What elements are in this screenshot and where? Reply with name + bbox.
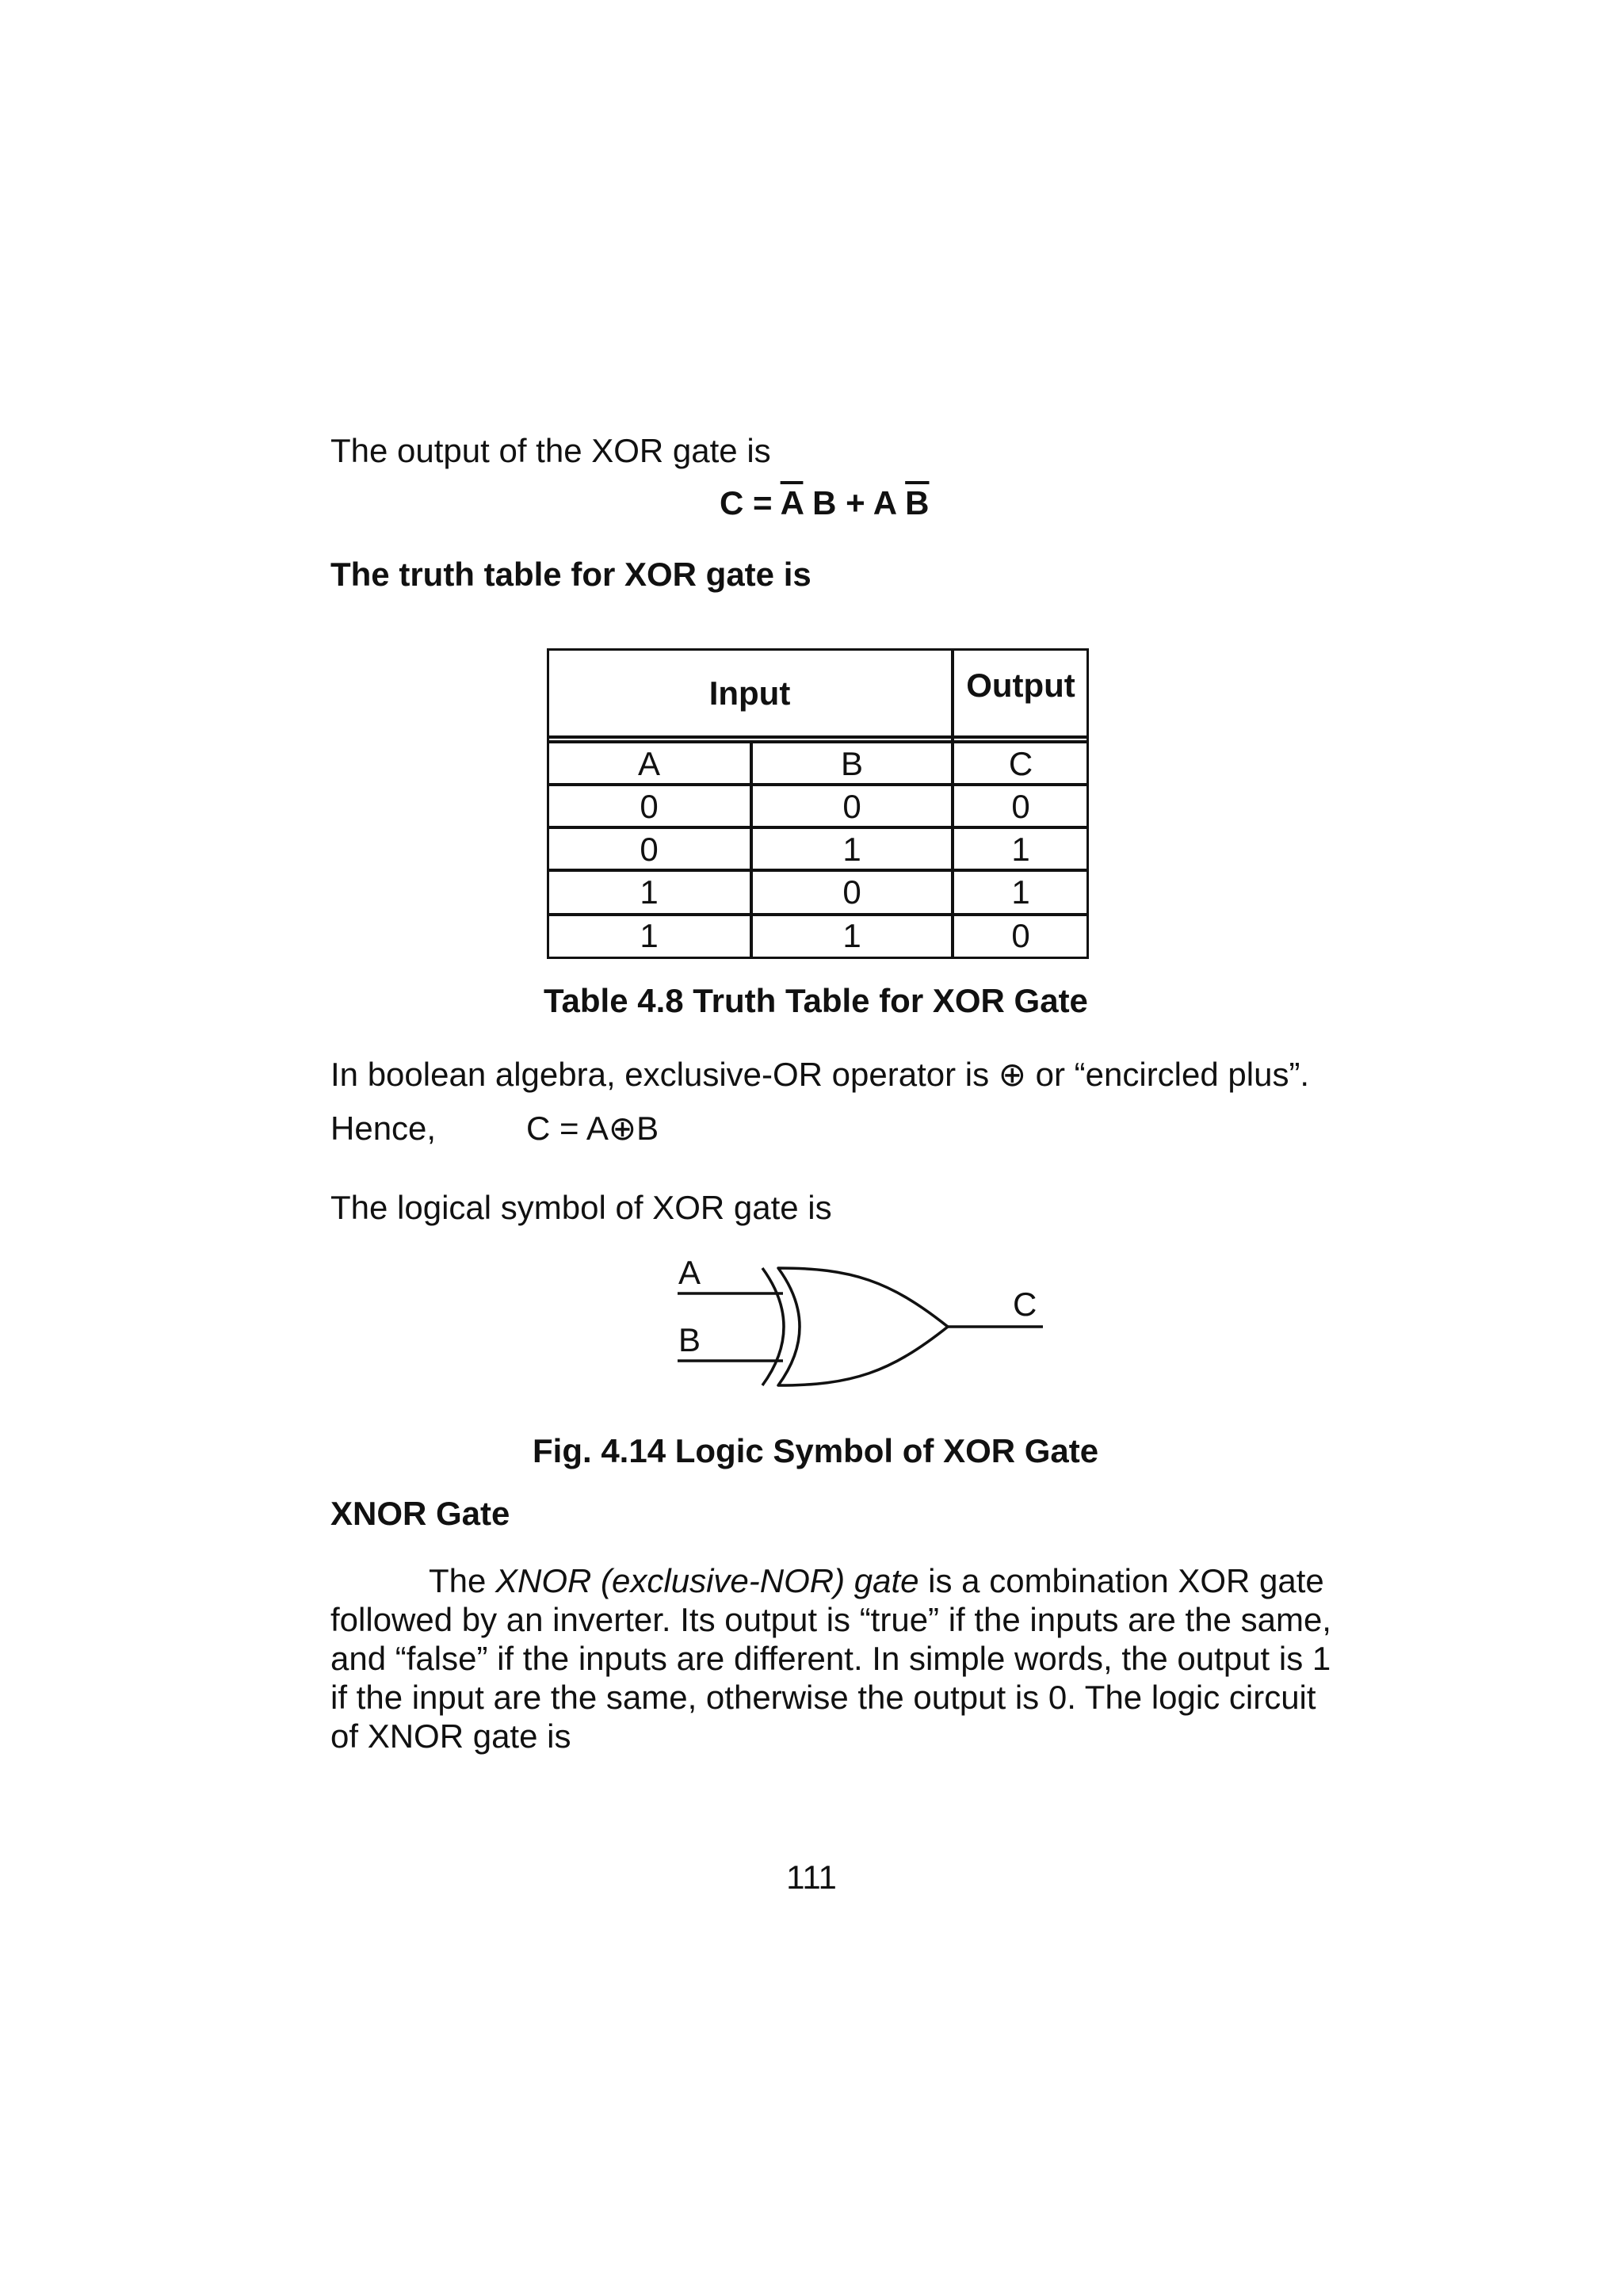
- table-cell: 0: [640, 831, 659, 868]
- table-caption: Table 4.8 Truth Table for XOR Gate: [544, 982, 1088, 1019]
- xor-gate-symbol: [666, 1252, 1062, 1411]
- table-cell: 1: [1011, 831, 1030, 868]
- column-label-c: C: [1008, 745, 1033, 782]
- table-cell: 0: [640, 788, 659, 825]
- table-rule: [547, 783, 1089, 786]
- paragraph-line: [330, 1561, 1324, 1600]
- figure-caption: Fig. 4.14 Logic Symbol of XOR Gate: [533, 1432, 1099, 1469]
- table-rule: [547, 869, 1089, 872]
- header-output: Output: [966, 667, 1075, 704]
- xnor-heading: XNOR Gate: [330, 1495, 510, 1532]
- page-number: 111: [786, 1859, 837, 1896]
- table-rule: [547, 826, 1089, 829]
- table-cell: 0: [1011, 917, 1030, 954]
- a-complement: $\overline{A}$: [780, 484, 804, 521]
- truth-table: [547, 648, 1089, 959]
- or-gate-body: [778, 1268, 948, 1385]
- table-cell: 0: [842, 788, 861, 825]
- text-run: The: [429, 1562, 496, 1599]
- table-rule: [547, 735, 1089, 739]
- table-cell: 1: [640, 873, 659, 911]
- intro-text: The output of the XOR gate is: [330, 432, 771, 469]
- table-rule: [547, 740, 1089, 743]
- equation-mid: B + A: [803, 484, 906, 521]
- hence-label: Hence,: [330, 1110, 437, 1147]
- table-cell: 1: [842, 917, 861, 954]
- table-cell: 1: [1011, 873, 1030, 911]
- gate-label-b: B: [678, 1321, 701, 1358]
- xnor-paragraph: [330, 1561, 1331, 1755]
- column-label-a: A: [637, 745, 660, 782]
- table-rule: [547, 913, 1089, 916]
- column-label-b: B: [840, 745, 863, 782]
- text-run: is a combination XOR gate: [918, 1562, 1324, 1599]
- table-cell: 0: [1011, 788, 1030, 825]
- table-cell: 1: [842, 831, 861, 868]
- xor-equation: [720, 484, 930, 521]
- boolean-algebra-text: In boolean algebra, exclusive-OR operator is ⊕ or “encircled plus”.: [330, 1056, 1310, 1093]
- xnor-term: XNOR (exclusive-NOR) gate: [495, 1562, 919, 1599]
- xor-input-curve: [762, 1268, 784, 1385]
- truth-table-heading: The truth table for XOR gate is: [330, 556, 812, 593]
- table-cell: 0: [842, 873, 861, 911]
- gate-label-c: C: [1013, 1286, 1037, 1323]
- symbol-intro: The logical symbol of XOR gate is: [330, 1189, 832, 1226]
- paragraph-line: followed by an inverter. Its output is “true” if the inputs are the same,: [330, 1601, 1331, 1638]
- b-complement: $\overline{B}$: [905, 484, 930, 521]
- paragraph-line: if the input are the same, otherwise the output is 0. The logic circuit: [330, 1679, 1316, 1716]
- hence-equation: C = A⊕B: [526, 1110, 659, 1147]
- equation-prefix: C =: [720, 484, 781, 521]
- table-cell: 1: [640, 917, 659, 954]
- paragraph-line: of XNOR gate is: [330, 1717, 571, 1755]
- paragraph-line: and “false” if the inputs are different. In simple words, the output is 1: [330, 1640, 1331, 1677]
- header-input: Input: [708, 674, 791, 712]
- gate-label-a: A: [678, 1254, 701, 1291]
